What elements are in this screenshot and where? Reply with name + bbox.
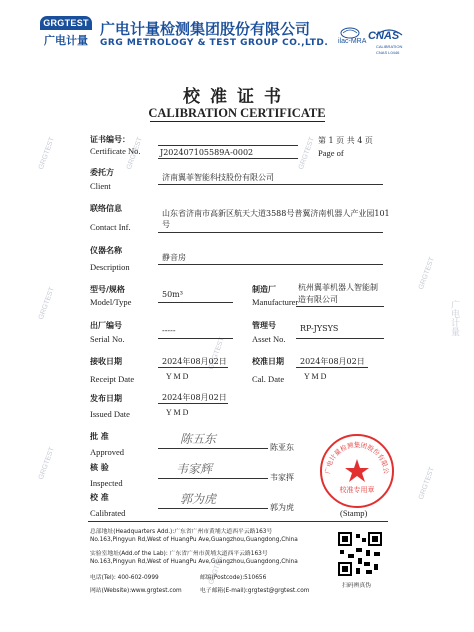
manufacturer-line: [296, 306, 384, 307]
issued-date-label-cn: 发布日期: [90, 394, 122, 403]
inspected-label-en: Inspected: [90, 478, 123, 488]
certificate-no-line: [158, 158, 298, 159]
title-en: CALIBRATION CERTIFICATE: [148, 106, 326, 120]
manufacturer-value-line2: 造有限公司: [298, 295, 338, 304]
footer-hq-cn: 总部地址(Headquarters Add.):广东省广州市黄埔大道西平云路163号: [90, 529, 273, 535]
manufacturer-label-en: Manufacturer: [252, 297, 299, 307]
watermark: GRGTEST: [417, 256, 436, 291]
approved-label-en: Approved: [90, 447, 124, 457]
company-name-en: GRG METROLOGY & TEST GROUP CO.,LTD.: [100, 38, 329, 48]
certificate-no-line: [158, 145, 298, 146]
logo-text: GRGTEST: [40, 16, 92, 30]
serial-label-en: Serial No.: [90, 334, 125, 344]
issued-date-value: 2024年08月02日: [162, 393, 227, 402]
ilac-label: ilac-MRA: [338, 38, 367, 45]
client-value: 济南翼菲智能科技股份有限公司: [162, 173, 274, 182]
inspected-name: 韦家挥: [270, 473, 294, 482]
side-watermark: 广电计量: [449, 300, 459, 336]
ilac-logo: [340, 24, 360, 36]
certificate-no-value: J202407105589A-0002: [160, 148, 254, 157]
receipt-date-line: [158, 367, 228, 368]
watermark: GRGTEST: [297, 136, 316, 171]
asset-label-en: Asset No.: [252, 334, 286, 344]
receipt-date-ymd: Y M D: [166, 372, 189, 381]
stamp-label: (Stamp): [340, 508, 368, 518]
company-logo: [40, 16, 92, 50]
instrument-label-en: Description: [90, 262, 130, 272]
watermark: GRGTEST: [207, 551, 226, 586]
calibrated-label-en: Calibrated: [90, 508, 126, 518]
receipt-date-label-en: Receipt Date: [90, 374, 135, 384]
certificate-no-label-en: Certificate No.: [90, 146, 141, 156]
contact-value-line1: 山东省济南市高新区航天大道3588号普翼济南机器人产业园101: [162, 209, 390, 218]
model-label-en: Model/Type: [90, 297, 132, 307]
footer-post: 邮编(Postcode):510656: [200, 575, 267, 581]
approved-signature: 陈五东: [180, 432, 217, 446]
cnas-logo: CNAS: [368, 30, 400, 42]
footer-hq-en: No.163,Pingyun Rd,West of HuangPu Ave,Guangzhou,Guangdong,China: [90, 537, 298, 543]
page-label-en: Page of: [318, 148, 344, 158]
stamp-center: 校准专用章: [339, 486, 375, 494]
qr-caption: 扫码辨真伪: [342, 583, 371, 589]
official-stamp: [318, 432, 396, 510]
inspected-label-cn: 核 验: [90, 463, 109, 472]
page-label-cn: 第 1 页 共 4 页: [318, 136, 373, 145]
cnas-sub2: CNAS L0446: [376, 50, 400, 55]
footer-email: 电子邮箱(E-mail):grgtest@grgtest.com: [200, 588, 310, 594]
calibrated-signature: 郭为虎: [180, 492, 217, 506]
serial-label-cn: 出厂编号: [90, 321, 122, 330]
instrument-label-cn: 仪器名称: [90, 246, 122, 255]
footer-web: 网站(Website):www.grgtest.com: [90, 588, 182, 594]
cal-date-label-en: Cal. Date: [252, 374, 285, 384]
client-label-en: Client: [90, 181, 111, 191]
model-value: 50m³: [162, 290, 183, 299]
client-line: [158, 184, 383, 185]
approved-name: 陈亚东: [270, 443, 294, 452]
model-label-cn: 型号/规格: [90, 285, 125, 294]
logo-subtext: 广电计量: [44, 34, 88, 47]
contact-label-en: Contact Inf.: [90, 222, 131, 232]
certificate-no-label-cn: 证书编号：: [90, 135, 130, 144]
issued-date-ymd: Y M D: [166, 408, 189, 417]
client-label-cn: 委托方: [90, 168, 114, 177]
cal-date-label-cn: 校准日期: [252, 357, 284, 366]
issued-date-line: [158, 403, 228, 404]
issued-date-label-en: Issued Date: [90, 409, 130, 419]
receipt-date-label-cn: 接收日期: [90, 357, 122, 366]
asset-line: [296, 338, 384, 339]
contact-line: [158, 232, 383, 233]
cal-date-value: 2024年08月02日: [300, 357, 365, 366]
footer-lab-en: No.163,Pingyun Rd,West of HuangPu Ave,Guangzhou,Guangdong,China: [90, 559, 298, 565]
calibrated-label-cn: 校 准: [90, 493, 109, 502]
watermark: GRGTEST: [417, 466, 436, 501]
manufacturer-label-cn: 制造厂: [252, 285, 276, 294]
watermark: GRGTEST: [37, 446, 56, 481]
calibrated-line: [158, 508, 268, 509]
title-rule: [150, 121, 325, 122]
contact-value-line2: 号: [162, 220, 170, 229]
inspected-line: [158, 478, 268, 479]
watermark: GRGTEST: [207, 336, 226, 371]
serial-value: -----: [162, 326, 176, 335]
serial-line: [158, 338, 233, 339]
approved-label-cn: 批 准: [90, 432, 109, 441]
watermark: GRGTEST: [37, 136, 56, 171]
manufacturer-value-line1: 杭州翼菲机器人智能制: [298, 283, 378, 292]
asset-label-cn: 管理号: [252, 321, 276, 330]
model-line: [158, 302, 233, 303]
instrument-value: 静音房: [162, 253, 186, 262]
cnas-sub1: CALIBRATION: [376, 44, 403, 49]
inspected-signature: 韦家辉: [176, 462, 213, 476]
watermark: GRGTEST: [37, 286, 56, 321]
footer-rule: [88, 521, 388, 522]
stamp-text: 广电计量检测集团股份有限公: [323, 440, 391, 475]
cal-date-ymd: Y M D: [304, 372, 327, 381]
footer-lab-cn: 实验室地址(Add.of the Lab): 广东省广州市黄埔大道西平云路163号: [90, 551, 268, 557]
footer-tel: 电话(Tel): 400-602-0999: [90, 575, 159, 581]
company-name-cn: 广电计量检测集团股份有限公司: [100, 20, 311, 38]
approved-line: [158, 448, 268, 449]
calibrated-name: 郭为虎: [270, 503, 294, 512]
watermark: GRGTEST: [125, 136, 144, 171]
receipt-date-value: 2024年08月02日: [162, 357, 227, 366]
cal-date-line: [296, 367, 368, 368]
qr-code-icon[interactable]: [336, 530, 384, 578]
instrument-line: [158, 264, 383, 265]
title-cn: 校准证书: [183, 87, 291, 107]
asset-value: RP-JYSYS: [300, 324, 339, 333]
contact-label-cn: 联络信息: [90, 204, 122, 213]
